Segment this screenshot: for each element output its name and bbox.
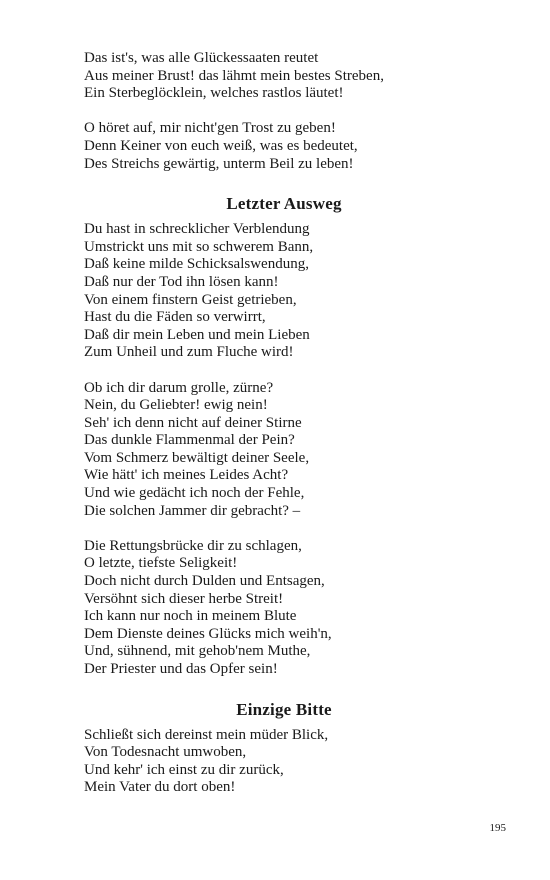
verse-line: Die solchen Jammer dir gebracht? –: [84, 502, 301, 519]
verse-line: Von Todesnacht umwoben,: [84, 744, 247, 761]
verse-line: Aus meiner Brust! das lähmt mein bestes Streben,: [84, 67, 384, 84]
verse-line: Denn Keiner von euch weiß, was es bedeutet,: [84, 137, 358, 154]
verse-line: Du hast in schrecklicher Verblendung: [84, 221, 310, 238]
stanza: [84, 380, 484, 521]
poem-einzige-bitte: [84, 699, 484, 797]
stanza: [84, 120, 484, 173]
verse-line: Dem Dienste deines Glücks mich weih'n,: [84, 625, 332, 642]
verse-line: Umstrickt uns mit so schwerem Bann,: [84, 238, 314, 255]
verse-line: Versöhnt sich dieser herbe Streit!: [84, 590, 284, 607]
poem-continuation: [84, 50, 484, 173]
poem-title: Einzige Bitte: [236, 699, 332, 719]
verse-line: Schließt sich dereinst mein müder Blick,: [84, 726, 329, 743]
page-content: [84, 50, 484, 797]
poem-letzter-ausweg: [84, 193, 484, 678]
verse-line: Seh' ich denn nicht auf deiner Stirne: [84, 414, 302, 431]
verse-line: Hast du die Fäden so verwirrt,: [84, 309, 266, 326]
verse-line: Ein Sterbeglöcklein, welches rastlos läutet!: [84, 85, 344, 102]
verse-line: Und wie gedächt ich noch der Fehle,: [84, 485, 305, 502]
verse-line: Die Rettungsbrücke dir zu schlagen,: [84, 537, 302, 554]
verse-line: O letzte, tiefste Seligkeit!: [84, 555, 238, 572]
verse-line: Von einem finstern Geist getrieben,: [84, 291, 297, 308]
verse-line: O höret auf, mir nicht'gen Trost zu geben!: [84, 120, 336, 137]
stanza: [84, 221, 484, 362]
verse-line: Vom Schmerz bewältigt deiner Seele,: [84, 449, 310, 466]
verse-line: Doch nicht durch Dulden und Entsagen,: [84, 573, 325, 590]
verse-line: Ich kann nur noch in meinem Blute: [84, 608, 297, 625]
stanza: [84, 50, 484, 103]
stanza: [84, 727, 484, 797]
verse-line: Und, sühnend, mit gehob'nem Muthe,: [84, 643, 311, 660]
verse-line: Daß nur der Tod ihn lösen kann!: [84, 273, 279, 290]
page-number: 195: [489, 822, 506, 834]
verse-line: Ob ich dir darum grolle, zürne?: [84, 379, 274, 396]
verse-line: Und kehr' ich einst zu dir zurück,: [84, 761, 284, 778]
verse-line: Wie hätt' ich meines Leides Acht?: [84, 467, 289, 484]
poem-title: Letzter Ausweg: [226, 194, 342, 214]
verse-line: Nein, du Geliebter! ewig nein!: [84, 397, 268, 414]
verse-line: Mein Vater du dort oben!: [84, 779, 236, 796]
verse-line: Der Priester und das Opfer sein!: [84, 661, 278, 677]
verse-line: Das ist's, was alle Glückessaaten reutet: [84, 50, 319, 66]
verse-line: Daß dir mein Leben und mein Lieben: [84, 326, 310, 343]
verse-line: Das dunkle Flammenmal der Pein?: [84, 432, 295, 449]
stanza: [84, 538, 484, 679]
verse-line: Daß keine milde Schicksalswendung,: [84, 256, 309, 273]
verse-line: Des Streichs gewärtig, unterm Beil zu leben!: [84, 155, 354, 172]
verse-line: Zum Unheil und zum Fluche wird!: [84, 344, 294, 361]
